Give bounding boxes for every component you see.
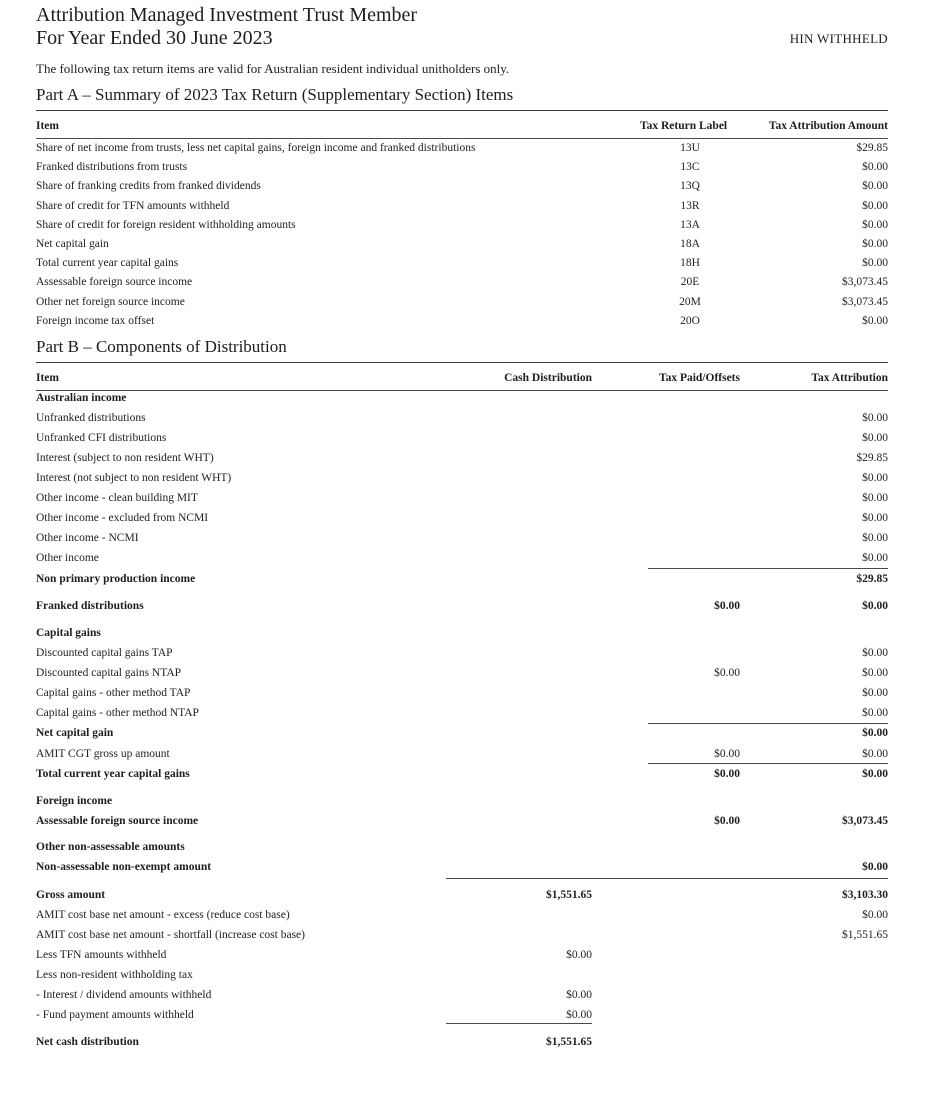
part-b-attribution: $0.00 — [862, 600, 888, 612]
part-b-item: Interest (not subject to non resident WHT) — [36, 472, 232, 484]
part-b-row — [36, 905, 888, 925]
part-a-row — [36, 312, 888, 331]
part-b-row — [36, 548, 888, 568]
part-b-row — [36, 528, 888, 548]
intro-text: The following tax return items are valid for Australian resident individual unitholders only. — [36, 61, 510, 76]
part-b-item: Unfranked distributions — [36, 412, 146, 424]
part-b-cash: $1,551.65 — [546, 1036, 592, 1048]
part-b-item: Assessable foreign source income — [36, 815, 199, 827]
part-b-cash: $1,551.65 — [546, 889, 592, 901]
part-b-item: Net capital gain — [36, 727, 114, 739]
part-b-attribution: $29.85 — [856, 573, 888, 585]
part-b-tax-paid: $0.00 — [714, 815, 740, 827]
part-b-row — [36, 791, 888, 811]
part-b-row — [36, 388, 888, 408]
part-b-cash: $0.00 — [566, 989, 592, 1001]
part-b-attribution: $0.00 — [862, 687, 888, 699]
part-a-amount: $0.00 — [862, 257, 888, 270]
subtotal-rule-capital — [648, 723, 888, 724]
part-b-item: Less non-resident withholding tax — [36, 969, 193, 981]
part-a-label: 18A — [680, 237, 700, 250]
part-b-row — [36, 885, 888, 905]
part-b-attribution: $0.00 — [862, 412, 888, 424]
part-a-row — [36, 216, 888, 235]
part-b-item: Discounted capital gains TAP — [36, 647, 173, 659]
part-b-col-item: Item — [36, 372, 59, 384]
part-b-item: Other non-assessable amounts — [36, 841, 185, 853]
part-a-col-item: Item — [36, 120, 59, 132]
part-a-amount: $0.00 — [862, 161, 888, 174]
part-a-item: Assessable foreign source income — [36, 276, 193, 289]
part-a-col-amount: Tax Attribution Amount — [768, 120, 888, 132]
part-a-rows — [36, 139, 888, 331]
part-a-label: 20M — [679, 295, 701, 308]
part-b-attribution: $3,073.45 — [842, 815, 888, 827]
part-a-label: 13C — [680, 161, 700, 174]
subtotal-rule-gross — [446, 878, 888, 879]
part-b-item: AMIT cost base net amount - excess (reduce cost base) — [36, 909, 290, 921]
part-b-attribution: $0.00 — [862, 647, 888, 659]
part-a-row — [36, 254, 888, 273]
part-b-row — [36, 569, 888, 589]
part-b-row — [36, 811, 888, 831]
part-b-item: Other income - clean building MIT — [36, 492, 198, 504]
part-b-attribution: $0.00 — [862, 768, 888, 780]
part-b-row — [36, 945, 888, 965]
part-b-row — [36, 723, 888, 743]
part-a-amount: $29.85 — [856, 142, 888, 154]
part-a-label: 13R — [680, 199, 700, 212]
part-a-table — [36, 116, 888, 331]
part-b-item: Less TFN amounts withheld — [36, 949, 167, 961]
part-b-item: Unfranked CFI distributions — [36, 432, 167, 444]
part-b-item: Capital gains — [36, 627, 101, 639]
part-b-item: Interest (subject to non resident WHT) — [36, 452, 214, 464]
part-b-header-row — [36, 368, 888, 388]
part-b-item: Capital gains - other method NTAP — [36, 707, 199, 719]
part-a-row — [36, 273, 888, 292]
part-b-row — [36, 764, 888, 784]
part-b-row — [36, 683, 888, 703]
part-b-attribution: $0.00 — [862, 532, 888, 544]
statement-title — [36, 4, 417, 50]
part-b-attribution: $3,103.30 — [842, 889, 888, 901]
part-a-amount: $0.00 — [862, 314, 888, 327]
part-b-row — [36, 488, 888, 508]
part-b-item: Gross amount — [36, 889, 106, 901]
part-b-row — [36, 663, 888, 683]
part-b-cash: $0.00 — [566, 949, 592, 961]
part-b-col-attribution: Tax Attribution — [811, 372, 888, 384]
part-a-row — [36, 158, 888, 177]
part-b-cash: $0.00 — [566, 1009, 592, 1021]
part-b-item: Net cash distribution — [36, 1036, 139, 1048]
part-b-attribution: $0.00 — [862, 909, 888, 921]
part-a-label: 20E — [680, 276, 700, 289]
part-b-row — [36, 925, 888, 945]
part-b-title-rule — [36, 362, 888, 363]
hin-label: HIN WITHHELD — [789, 31, 888, 46]
part-a-title: Part A – Summary of 2023 Tax Return (Supplementary Section) Items — [36, 85, 514, 104]
part-a-title-rule — [36, 110, 888, 111]
part-a-item: Foreign income tax offset — [36, 314, 155, 327]
part-b-row — [36, 596, 888, 616]
part-a-item: Total current year capital gains — [36, 257, 179, 270]
part-b-item: Other income - NCMI — [36, 532, 139, 544]
part-a-row — [36, 197, 888, 216]
part-b-tax-paid: $0.00 — [714, 667, 740, 679]
part-b-row — [36, 428, 888, 448]
part-b-attribution: $0.00 — [862, 667, 888, 679]
part-a-item: Franked distributions from trusts — [36, 161, 188, 174]
part-b-col-cash: Cash Distribution — [504, 372, 592, 384]
part-a-item: Share of franking credits from franked dividends — [36, 180, 261, 193]
part-b-item: Total current year capital gains — [36, 768, 190, 780]
part-b-item: Other income — [36, 552, 99, 564]
part-b-attribution: $0.00 — [862, 552, 888, 564]
part-b-attribution: $0.00 — [862, 727, 888, 739]
part-b-row — [36, 985, 888, 1005]
part-b-row — [36, 468, 888, 488]
part-b-tax-paid: $0.00 — [714, 600, 740, 612]
part-b-row — [36, 744, 888, 764]
part-a-item: Share of credit for foreign resident withholding amounts — [36, 218, 296, 231]
part-a-label: 18H — [680, 257, 700, 270]
part-b-row — [36, 837, 888, 857]
part-b-row — [36, 623, 888, 643]
part-b-item: Discounted capital gains NTAP — [36, 667, 182, 679]
part-a-row — [36, 235, 888, 254]
part-a-col-label: Tax Return Label — [640, 120, 728, 132]
subtotal-rule-income — [648, 568, 888, 569]
part-b-item: AMIT cost base net amount - shortfall (increase cost base) — [36, 929, 305, 941]
part-b-item: Other income - excluded from NCMI — [36, 512, 209, 524]
title-line-1: Attribution Managed Investment Trust Member — [36, 4, 418, 26]
part-a-row — [36, 139, 888, 158]
part-a-label: 13A — [680, 218, 700, 231]
part-a-item: Share of credit for TFN amounts withheld — [36, 199, 230, 212]
part-b-tax-paid: $0.00 — [714, 748, 740, 760]
part-b-row — [36, 643, 888, 663]
part-b-item: Australian income — [36, 392, 127, 404]
title-line-2: For Year Ended 30 June 2023 — [36, 27, 273, 49]
part-b-attribution: $0.00 — [862, 748, 888, 760]
part-b-attribution: $1,551.65 — [842, 929, 888, 941]
part-b-row — [36, 448, 888, 468]
part-a-item: Share of net income from trusts, less net capital gains, foreign income and franked distributions — [36, 142, 476, 154]
part-b-item: Non primary production income — [36, 573, 196, 585]
part-b-tax-paid: $0.00 — [714, 768, 740, 780]
part-b-item: Foreign income — [36, 795, 113, 807]
part-b-attribution: $0.00 — [862, 432, 888, 444]
part-b-attribution: $0.00 — [862, 492, 888, 504]
part-b-attribution: $29.85 — [856, 452, 888, 464]
part-a-amount: $0.00 — [862, 237, 888, 250]
part-a-row — [36, 293, 888, 312]
part-b-item: Non-assessable non-exempt amount — [36, 861, 212, 873]
part-b-row — [36, 408, 888, 428]
part-b-item: Franked distributions — [36, 600, 144, 612]
part-b-row — [36, 857, 888, 877]
part-b-attribution: $0.00 — [862, 472, 888, 484]
part-b-attribution: $0.00 — [862, 707, 888, 719]
part-a-header-row — [36, 116, 888, 139]
subtotal-rule-total-cg — [648, 763, 888, 764]
part-b-attribution: $0.00 — [862, 512, 888, 524]
part-b-item: AMIT CGT gross up amount — [36, 748, 170, 760]
part-a-row — [36, 177, 888, 196]
part-b-item: - Fund payment amounts withheld — [36, 1009, 194, 1021]
part-a-label: 20O — [680, 314, 700, 327]
part-b-row — [36, 508, 888, 528]
part-b-attribution: $0.00 — [862, 861, 888, 873]
part-b-item: Capital gains - other method TAP — [36, 687, 191, 699]
part-b-row — [36, 1005, 888, 1025]
part-a-amount: $3,073.45 — [842, 295, 888, 308]
subtotal-rule-net-cash — [446, 1023, 592, 1024]
part-a-amount: $3,073.45 — [842, 276, 888, 289]
part-b-title: Part B – Components of Distribution — [36, 337, 287, 356]
part-b-row — [36, 965, 888, 985]
part-a-amount: $0.00 — [862, 199, 888, 212]
part-a-amount: $0.00 — [862, 180, 888, 193]
part-a-amount: $0.00 — [862, 218, 888, 231]
part-a-item: Other net foreign source income — [36, 295, 185, 308]
part-a-item: Net capital gain — [36, 237, 109, 250]
part-a-label: 13U — [680, 142, 700, 154]
part-b-col-tax-paid: Tax Paid/Offsets — [658, 372, 740, 384]
part-b-item: - Interest / dividend amounts withheld — [36, 989, 212, 1001]
part-a-label: 13Q — [680, 180, 700, 193]
part-b-row — [36, 1032, 888, 1052]
part-b-row — [36, 703, 888, 723]
